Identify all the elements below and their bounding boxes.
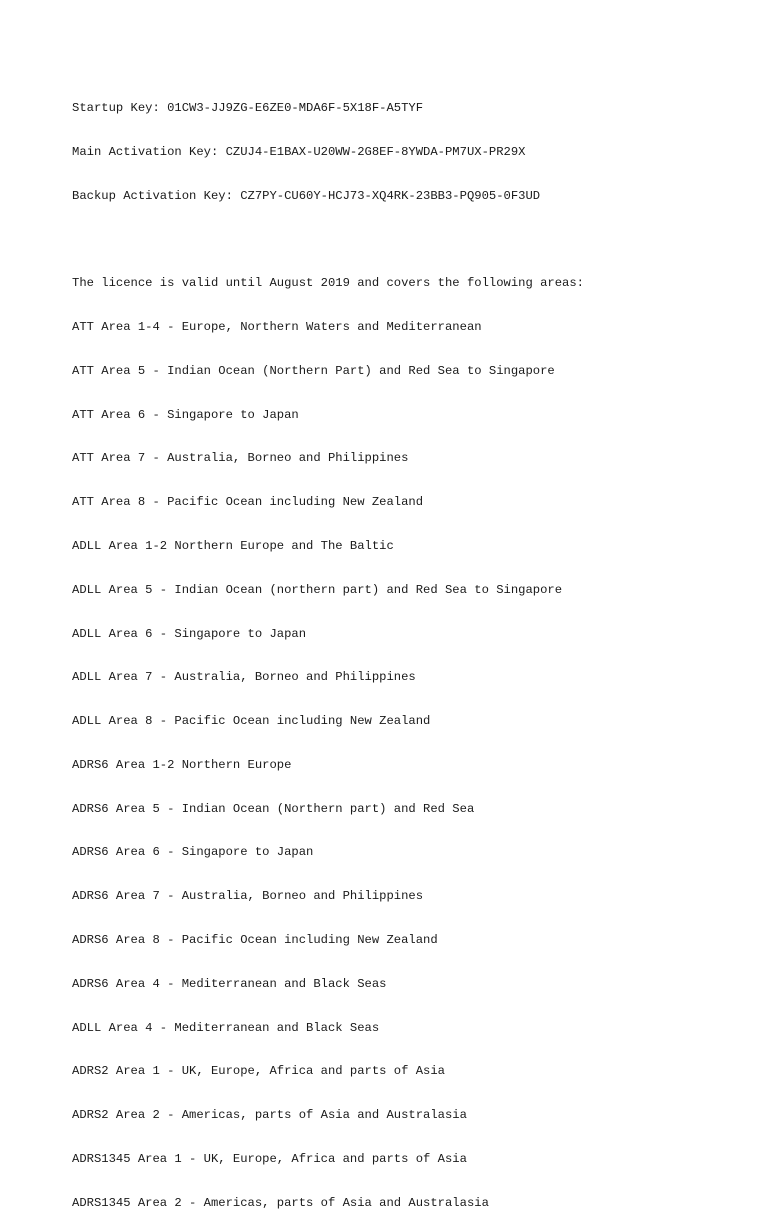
licence-intro-line: The licence is valid until August 2019 and covers the following areas:: [72, 276, 584, 291]
area-line: ADLL Area 7 - Australia, Borneo and Philippines: [72, 670, 416, 685]
area-line: ADRS6 Area 1-2 Northern Europe: [72, 757, 292, 772]
area-line: ATT Area 1-4 - Europe, Northern Waters and Mediterranean: [72, 320, 482, 335]
main-activation-key-line: Main Activation Key: CZUJ4-E1BAX-U20WW-2G8EF-8YWDA-PM7UX-PR29X: [72, 144, 526, 159]
area-line: ADRS6 Area 7 - Australia, Borneo and Philippines: [72, 889, 424, 904]
area-line: ATT Area 7 - Australia, Borneo and Philippines: [72, 451, 409, 466]
area-line: ADRS6 Area 5 - Indian Ocean (Northern part) and Red Sea: [72, 801, 475, 816]
area-line: ADRS1345 Area 1 - UK, Europe, Africa and parts of Asia: [72, 1151, 467, 1166]
area-line: ATT Area 6 - Singapore to Japan: [72, 407, 299, 422]
startup-key-line: Startup Key: 01CW3-JJ9ZG-E6ZE0-MDA6F-5X18F-A5TYF: [72, 101, 424, 116]
area-line: ATT Area 8 - Pacific Ocean including New Zealand: [72, 495, 424, 510]
blank-line: [72, 233, 752, 248]
document-page: [72, 72, 752, 1225]
area-line: ADRS1345 Area 2 - Americas, parts of Asia and Australasia: [72, 1195, 489, 1210]
backup-activation-key-line: Backup Activation Key: CZ7PY-CU60Y-HCJ73-XQ4RK-23BB3-PQ905-0F3UD: [72, 188, 541, 203]
area-line: ADRS6 Area 6 - Singapore to Japan: [72, 845, 314, 860]
area-line: ADLL Area 5 - Indian Ocean (northern part) and Red Sea to Singapore: [72, 582, 563, 597]
area-line: ADRS6 Area 8 - Pacific Ocean including New Zealand: [72, 933, 438, 948]
area-line: ADRS6 Area 4 - Mediterranean and Black Seas: [72, 976, 387, 991]
area-line: ATT Area 5 - Indian Ocean (Northern Part) and Red Sea to Singapore: [72, 363, 555, 378]
area-line: ADLL Area 6 - Singapore to Japan: [72, 626, 307, 641]
area-line: ADLL Area 8 - Pacific Ocean including New Zealand: [72, 714, 431, 729]
area-line: ADRS2 Area 1 - UK, Europe, Africa and parts of Asia: [72, 1064, 445, 1079]
area-line: ADRS2 Area 2 - Americas, parts of Asia and Australasia: [72, 1108, 467, 1123]
area-line: ADLL Area 4 - Mediterranean and Black Seas: [72, 1020, 380, 1035]
area-line: ADLL Area 1-2 Northern Europe and The Baltic: [72, 539, 394, 553]
